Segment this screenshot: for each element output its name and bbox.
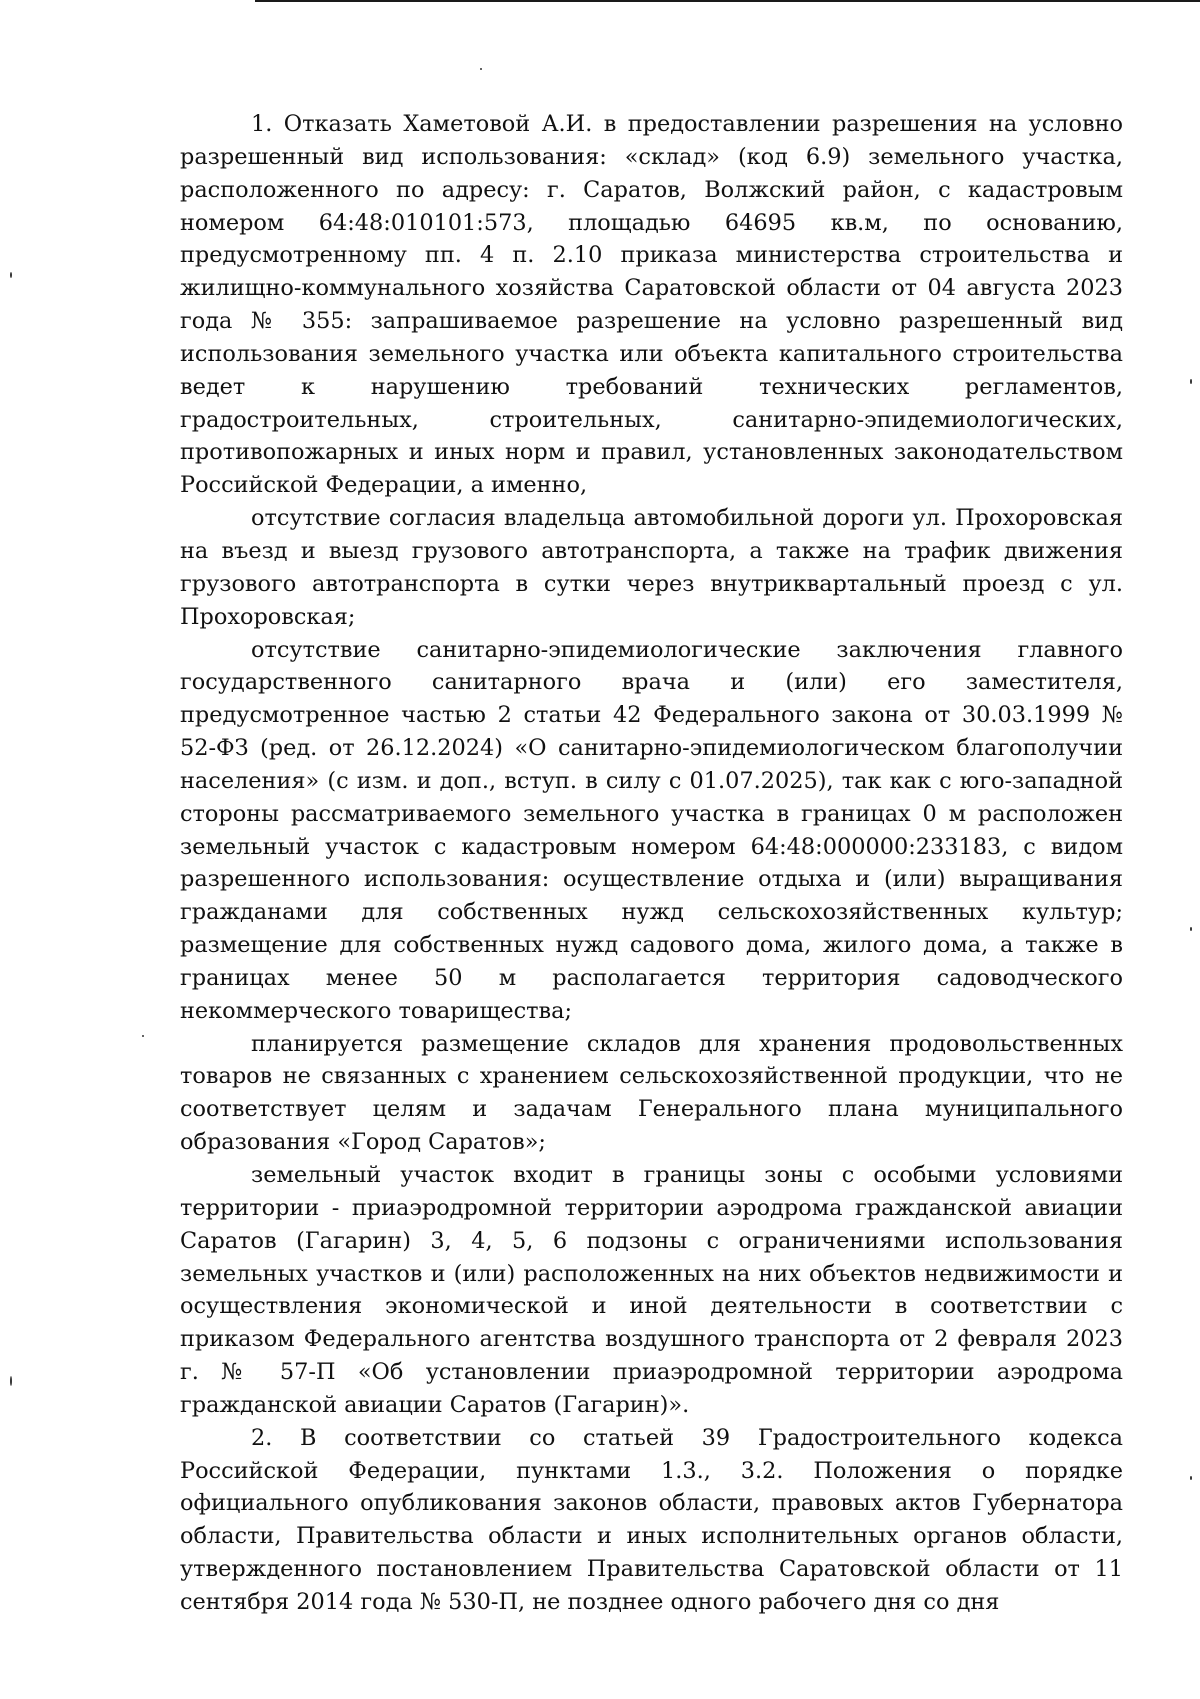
paragraph-refusal: 1. Отказать Хаметовой А.И. в предоставлении разрешения на условно разрешенный вид использования: «склад» (код 6.9) земельного участка, расположенного по адресу: г. Саратов, Волжский район, с кадастровым номером 64:48:010101:573, площадью 64695 кв.м, по основанию, предусмотренному пп. 4 п. 2.10 приказа министерства строительства и жилищно-коммунального хозяйства Саратовской области от 04 августа 2023 года № 355: запрашиваемое разрешение на условно разрешенный вид использования земельного участка или объекта капитального строительства ведет к нарушению требований технических регламентов, градостроительных, строительных, санитарно-эпидемиологических, противопожарных и иных норм и правил, установленных законодательством Российской Федерации, а именно, [180,111,1123,499]
paragraph-sanitary-conclusion: отсутствие санитарно-эпидемиологические заключения главного государственного санитарного врача и (или) его заместителя, предусмотренное частью 2 статьи 42 Федерального закона от 30.03.1999 № 52-ФЗ (ред. от 26.12.2024) «О санитарно-эпидемиологическом благополучии населения» (с изм. и доп., вступ. в силу с 01.07.2025), так как с юго-западной стороны рассматриваемого земельного участка в границах 0 м расположен земельный участок с кадастровым номером 64:48:000000:233183, с видом разрешенного использования: осуществление отдыха и (или) выращивания гражданами для собственных нужд сельскохозяйственных культур; размещение для собственных нужд садового дома, жилого дома, а также в границах менее 50 м располагается территория садоводческого некоммерческого товарищества; [180,636,1123,1024]
top-border-line [255,0,1200,2]
scan-speck [10,272,12,278]
scan-speck [142,1035,144,1037]
scan-speck [1190,379,1192,384]
scan-speck [480,68,482,70]
paragraph-publication: 2. В соответствии со статьей 39 Градостроительного кодекса Российской Федерации, пунктами 1.3., 3.2. Положения о порядке официального опубликования законов области, правовых актов Губернатора области, Правительства области и иных исполнительных органов области, утвержденного постановлением Правительства Саратовской области от 11 сентября 2014 года № 530-П, не позднее одного рабочего дня со дня [180,1424,1123,1615]
scan-speck [1190,1476,1192,1480]
document-body [180,108,1123,1619]
scan-speck [1190,927,1192,931]
paragraph-warehouse-plan: планируется размещение складов для хранения продовольственных товаров не связанных с хранением сельскохозяйственной продукции, что не соответствует целям и задачам Генерального плана муниципального образования «Город Саратов»; [180,1030,1123,1156]
paragraph-airfield-zone: земельный участок входит в границы зоны с особыми условиями территории - приаэродромной территории аэродрома гражданской авиации Саратов (Гагарин) 3, 4, 5, 6 подзоны с ограничениями использования земельных участков и (или) расположенных на них объектов недвижимости и осуществления экономической и иной деятельности в соответствии с приказом Федерального агентства воздушного транспорта от 2 февраля 2023 г. № 57-П «Об установлении приаэродромной территории аэродрома гражданской авиации Саратов (Гагарин)». [180,1162,1123,1418]
scan-speck [10,1376,12,1386]
paragraph-road-consent: отсутствие согласия владельца автомобильной дороги ул. Прохоровская на въезд и выезд грузового автотранспорта, а также на трафик движения грузового автотранспорта в сутки через внутриквартальный проезд с ул. Прохоровская; [180,505,1123,630]
